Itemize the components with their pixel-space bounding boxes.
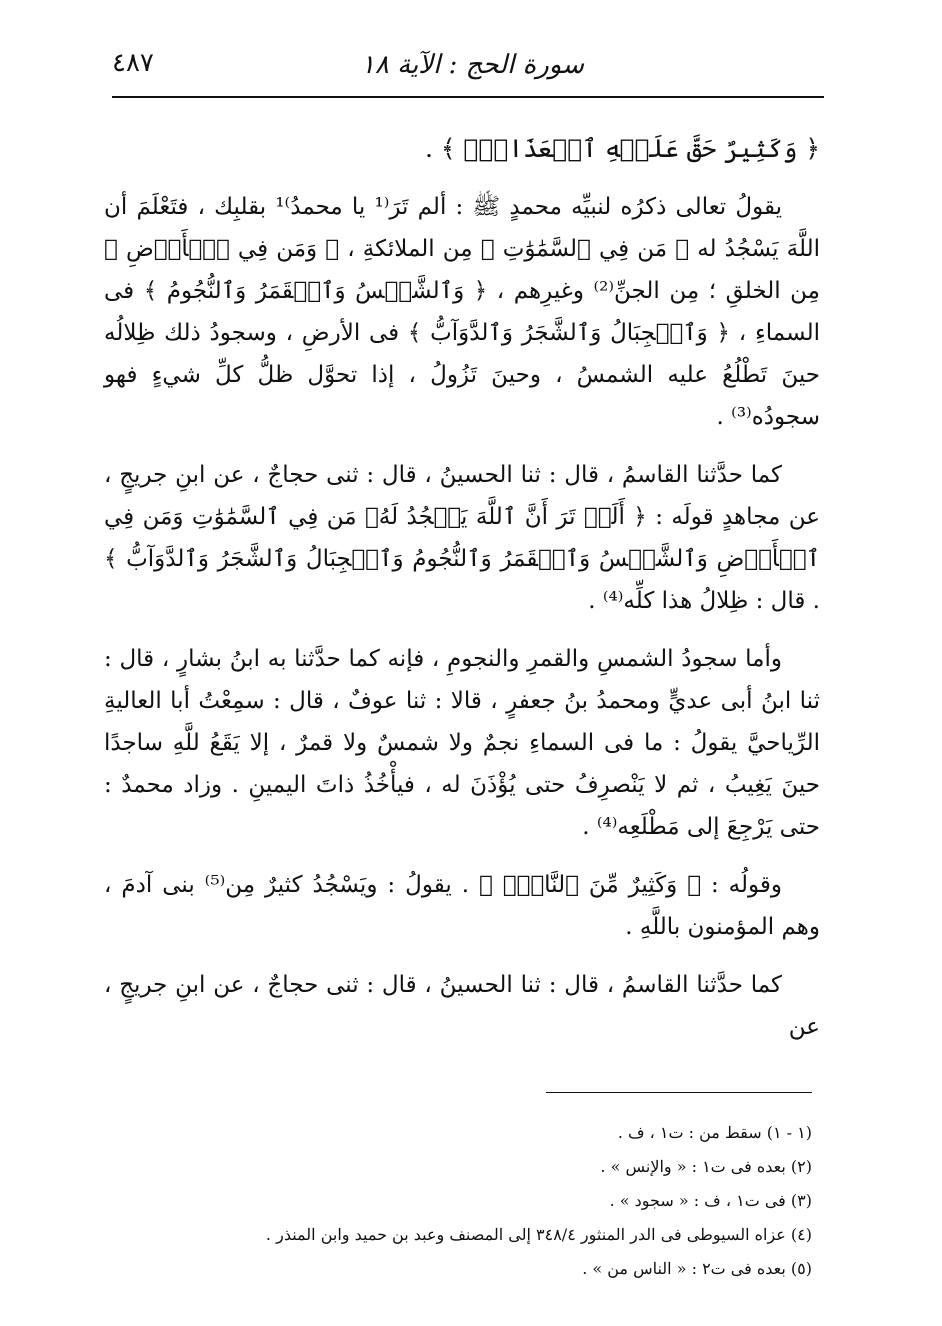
header-rule	[112, 96, 824, 98]
footnote-2: (٢) بعده فى ت١ : « والإنس » .	[600, 1157, 812, 1176]
footnote-5: (٥) بعده فى ت٢ : « الناس من » .	[582, 1259, 812, 1278]
footnote-3: (٣) فى ت١ ، ف : « سجود » .	[609, 1191, 812, 1210]
running-title: سورة الحج : الآية ١٨	[360, 50, 584, 80]
verse-fragment: ﴿ وَكَثِيرٌ حَقَّ عَلَيۡهِ ٱلۡعَذَابُۗ ﴾ .	[424, 134, 820, 163]
commentary-paragraph-2: وأما سجودُ الشمسِ والقمرِ والنجومِ ، فإنه كما حدَّثنا به ابنُ بشارٍ ، قال : ثنا ابنُ أبى عديٍّ ومحمدُ بنُ جعفرٍ ، قالا : ثنا عوفٌ ، قال : سمِعْتُ أبا العاليةِ الرِّياحيَّ يقولُ : ما فى السماءِ نجمٌ ولا شمسٌ ولا قمرٌ ، إلا يَقَعُ للَّهِ ساجدًا حينَ يَغِيبُ ، ثم لا يَنْصرِفُ حتى يُؤْذَنَ له ، فيأْخُذُ ذاتَ اليمينِ . وزاد محمدٌ : حتى يَرْجِعَ إلى مَطْلَعِه⁽⁴⁾ .	[104, 646, 820, 840]
main-text	[104, 128, 820, 1064]
commentary-paragraph-3: وقولُه : ﴿ وَكَثِيرٌ مِّنَ ٱلنَّاسِۖ ﴾ . يقولُ : ويَسْجُدُ كثيرٌ مِن⁽⁵⁾ بنى آدمَ ، وهم المؤمنون باللَّهِ .	[104, 872, 820, 940]
footnote-1: (١ - ١) سقط من : ت١ ، ف .	[617, 1123, 812, 1142]
page-header	[112, 44, 824, 86]
footnote-4: (٤) عزاه السيوطى فى الدر المنثور ٣٤٨/٤ إلى المصنف وعبد بن حميد وابن المنذر .	[265, 1225, 812, 1244]
narration-paragraph-2: كما حدَّثنا القاسمُ ، قال : ثنا الحسينُ ، قال : ثنى حجاجٌ ، عن ابنِ جريجٍ ، عن	[104, 972, 820, 1040]
commentary-paragraph-1: يقولُ تعالى ذكرُه لنبيِّه محمدٍ ﷺ : ألم تَرَ⁽¹ يا محمدُ⁾¹ بقلبِك ، فتَعْلَمَ أن اللَّهَ يَسْجُدُ له ﴿ مَن فِي ٱلسَّمَٰوَٰتِ ﴾ مِن الملائكةِ ، ﴿ وَمَن فِي ٱلۡأَرۡضِ ﴾ مِن الخلقِ ؛ مِن الجنِّ⁽²⁾ وغيرِهم ، ﴿ وَٱلشَّمۡسُ وَٱلۡقَمَرُ وَٱلنُّجُومُ ﴾ فى السماءِ ، ﴿ وَٱلۡجِبَالُ وَٱلشَّجَرُ وَٱلدَّوَآبُّ ﴾ فى الأرضِ ، وسجودُ ذلك ظِلالُه حينَ تَطْلُعُ عليه الشمسُ ، وحينَ تَزُولُ ، إذا تحوَّل ظلُّ كلِّ شيءٍ فهو سجودُه⁽³⁾ .	[104, 194, 821, 430]
page-number: ٤٨٧	[112, 48, 154, 78]
footnotes	[200, 1116, 812, 1286]
footnote-rule	[546, 1092, 812, 1093]
narration-paragraph-1: كما حدَّثنا القاسمُ ، قال : ثنا الحسينُ ، قال : ثنى حجاجٌ ، عن ابنِ جريجٍ ، عن مجاهدٍ قولَه : ﴿ أَلَمۡ تَرَ أَنَّ ٱللَّهَ يَسۡجُدُ لَهُۥ مَن فِي ٱلسَّمَٰوَٰتِ وَمَن فِي ٱلۡأَرۡضِ وَٱلشَّمۡسُ وَٱلۡقَمَرُ وَٱلنُّجُومُ وَٱلۡجِبَالُ وَٱلشَّجَرُ وَٱلدَّوَآبُّ ﴾ . قال : ظِلالُ هذا كلِّه⁽⁴⁾ .	[104, 462, 820, 614]
